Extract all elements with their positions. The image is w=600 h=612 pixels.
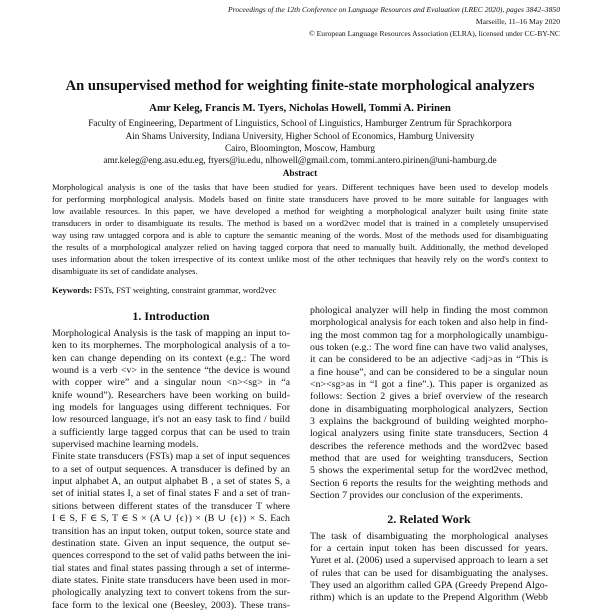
abstract-line: transducers in order to disambiguate its results. The method is based on a word2vec model that is trained in a completely unsupervised [52, 218, 548, 228]
text-line: ing models for languages using different techniques. For [52, 402, 290, 414]
text-line: morphological analysis for each token and also help in find- [310, 317, 548, 329]
text-line: wound is a verb <v> in the sentence “the device is wound [52, 365, 290, 377]
left-column [52, 306, 290, 612]
text-line: Section 6 reports the results for the weighting methods and [310, 477, 548, 489]
text-line: low resourced language, it's not an easy task to find / build [52, 414, 290, 426]
abstract-line: the results of a morphological analyzer relied on having tagged corpora that need to manually built. Additionally, the method developed [52, 242, 548, 252]
related-work-paragraph [310, 531, 548, 605]
abstract-line: uses information about the token irrespective of its context unlike most of the other techniques that heavily rely on the word's context to [52, 254, 548, 264]
text-line: for a certain input token has been discussed for years. [310, 542, 548, 554]
text-line: 3 explains the background of building weighted morpho- [310, 416, 548, 428]
abstract-heading: Abstract [282, 169, 318, 179]
text-line: a sufficiently large tagged corpus that can be used to train [52, 426, 290, 438]
text-line: phologically analyzing text to convert tokens from the sur- [52, 587, 290, 599]
text-line: phological analyzer will help in finding the most common [310, 305, 548, 316]
text-line: supervised machine learning models. [52, 439, 199, 451]
text-line: They used an algorithm called GPA (Greedy Prepend Algo- [310, 579, 548, 591]
paper-title: An unsupervised method for weighting finite-state morphological analyzers [65, 78, 535, 94]
section-heading-introduction: 1. Introduction [132, 309, 210, 323]
intro-paragraph-2 [52, 451, 290, 611]
text-line: method that are used for weighting transducers, Section [310, 453, 548, 465]
text-line: knife wound”). Researchers have been working on build- [52, 389, 290, 401]
text-line: sitions between different states of the transducer T where [52, 500, 290, 512]
abstract-line: for performing morphological analysis. Models based on finite state transducers have proved to be more suitable for languages with [52, 194, 548, 204]
text-line: of rules that can be used for disambiguating the analyses. [310, 567, 548, 579]
text-line: ken to its morphemes. The morphological analysis of a to- [52, 340, 290, 352]
abstract-line: way using raw untagged corpora and is able to capture the semantic meaning of the words. Most of the methods used for disambiguating [52, 230, 548, 240]
keywords [52, 285, 276, 295]
text-line: ing the most common tag for a morphologically unambigu- [310, 329, 548, 341]
text-line: rithm) which is an update to the Prepend Algorithm (Webb [310, 592, 548, 604]
text-line: set of initial states I, a set of final states F and a set of tran- [52, 488, 290, 500]
text-line: <n><sg>as in “I got a fine”.). This paper is organized as [310, 379, 548, 391]
author-emails: amr.keleg@eng.asu.edu.eg, ftyers@iu.edu, nlhowell@gmail.com, tommi.antero.pirinen@uni-hamburg.de [103, 156, 497, 166]
text-line: Finite state transducers (FSTs) map a set of input sequences [52, 451, 290, 463]
text-line: Section 7 provides our conclusion of the experiments. [310, 490, 523, 502]
affiliation-universities: Ain Shams University, Indiana University, Higher School of Economics, Hamburg University [125, 132, 475, 142]
intro-paragraph-1 [52, 328, 290, 451]
text-line: diate states. Finite state transducers have been used in mor- [52, 574, 290, 586]
text-line: done in disambiguating morphological analyzers, Section [310, 403, 548, 415]
affiliation-departments: Faculty of Engineering, Department of Linguistics, School of Linguistics, Hamburger Zentrum für Sprachkorpora [88, 119, 512, 129]
location-line: Marseille, 11–16 May 2020 [475, 17, 560, 26]
text-line: logical analyzers using finite state transducers, Section 4 [310, 428, 548, 440]
abstract-line: low available resources. In this paper, we have developed a method for weighting a morphological analyzer built using finite state [52, 206, 548, 216]
section-heading-related-work: 2. Related Work [387, 511, 471, 526]
text-line: Yuret et al. (2006) used a supervised approach to learn a set [310, 555, 548, 567]
text-line: follows: Section 2 gives a brief overview of the research [310, 391, 548, 403]
text-line: input alphabet A, an output alphabet B , a set of states S, a [52, 476, 290, 488]
text-line: it can be considered to be an adjective <adj>as in “This is [310, 354, 548, 366]
text-line: with copper wire” and a singular noun <n><sg> in “a [52, 377, 290, 389]
abstract-line: Morphological analysis is one of the tasks that have been studied for years. Different techniques have been used to develop models [52, 182, 548, 192]
text-line: ous token (e.g.: The word fine can have two valid analyses, [310, 342, 548, 354]
text-line: transition has an input token, output token, source state and [52, 525, 290, 537]
text-line: tial states and final states passing through a set of interme- [52, 562, 290, 574]
text-line: ken can change depending on its context (e.g.: The word [52, 352, 290, 364]
text-line: I ∈ S, F ∈ S, T ∈ S × (A ∪ {ϵ}) × (B ∪ {ϵ}) × S. Each [52, 513, 290, 525]
right-column [310, 305, 548, 605]
text-line: describes the reference methods and the word2vec based [310, 440, 548, 452]
text-line: face form to the lexical one (Beesley, 2003). These trans- [52, 599, 290, 611]
text-line: Morphological Analysis is the task of mapping an input to- [52, 328, 290, 339]
author-list: Amr Keleg, Francis M. Tyers, Nicholas Howell, Tommi A. Pirinen [149, 102, 451, 114]
affiliation-cities: Cairo, Bloomington, Moscow, Hamburg [224, 144, 376, 154]
intro-paragraph-3 [310, 305, 548, 503]
text-line: a fine house”, and can be considered to be a singular noun [310, 366, 548, 378]
text-line: 5 shows the experimental setup for the word2vec method, [310, 465, 548, 477]
abstract-line: disambiguate its set of candidate analyses. [52, 266, 198, 276]
proceedings-line: Proceedings of the 12th Conference on Language Resources and Evaluation (LREC 2020), pages 3842–3850 [228, 5, 560, 14]
text-line: The task of disambiguating the morphological analyses [310, 530, 548, 542]
text-line: destination state. Given an input sequence, the output se- [52, 537, 290, 549]
text-line: to a set of output sequences. A transducer is defined by an [52, 463, 290, 475]
keywords-value: FSTs, FST weighting, constraint grammar, word2vec [92, 285, 277, 295]
text-line: quences correspond to the set of valid paths between the ini- [52, 550, 291, 562]
license-line: © European Language Resources Association (ELRA), licensed under CC-BY-NC [308, 29, 560, 38]
keywords-label: Keywords: [52, 285, 93, 295]
